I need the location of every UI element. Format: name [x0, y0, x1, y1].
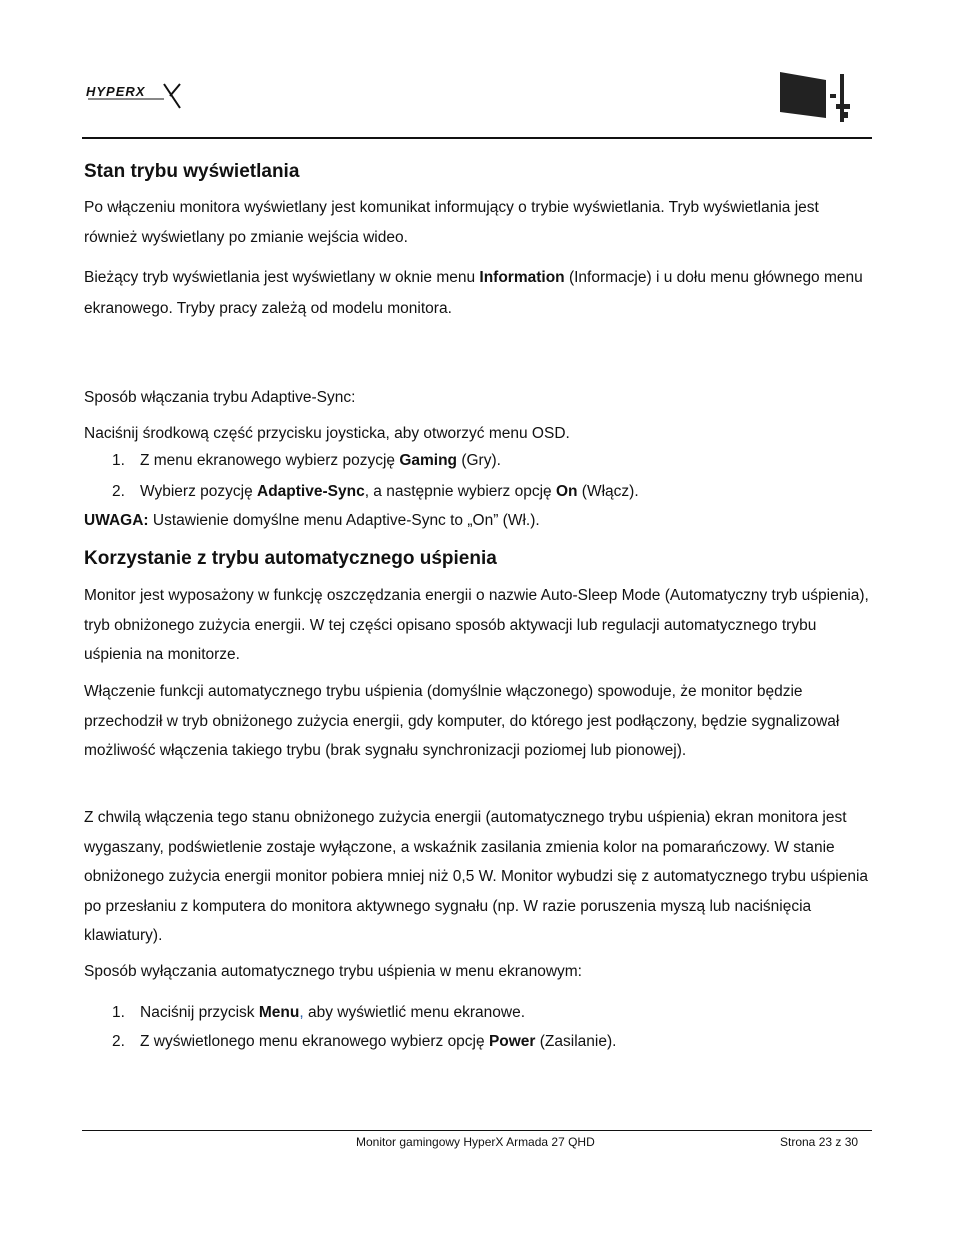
paragraph: Monitor jest wyposażony w funkcję oszczędzania energii o nazwie Auto-Sleep Mode (Automatyczny tryb uśpienia), tryb obniżonego zużycia energii. W tej części opisano sposób aktywacji lub regulacji automatycznego trybu uśpienia na monitorze. — [84, 587, 869, 663]
list-number: 1. — [112, 1004, 125, 1021]
hyperx-logo — [84, 80, 182, 112]
page-number: Strona 23 z 30 — [780, 1135, 859, 1149]
logo-text: HYPERX — [86, 84, 146, 99]
list-number: 1. — [112, 452, 125, 469]
note: UWAGA: Ustawienie domyślne menu Adaptive-Sync to „On” (Wł.). — [84, 512, 540, 529]
monitor-arm-icon — [778, 70, 852, 124]
list-item: Z wyświetlonego menu ekranowego wybierz opcję Power (Zasilanie). — [140, 1033, 617, 1050]
paragraph: Bieżący tryb wyświetlania jest wyświetlany w oknie menu Information (Informacje) i u dołu menu głównego menu ekranowego. Tryby pracy zależą od modelu monitora. — [84, 269, 863, 317]
paragraph: Po włączeniu monitora wyświetlany jest komunikat informujący o trybie wyświetlania. Tryb wyświetlania jest również wyświetlany po zmianie wejścia wideo. — [84, 199, 819, 246]
paragraph: Sposób wyłączania automatycznego trybu uśpienia w menu ekranowym: — [84, 963, 582, 980]
paragraph: Sposób włączania trybu Adaptive-Sync: — [84, 389, 356, 406]
paragraph: Naciśnij środkową część przycisku joysticka, aby otworzyć menu OSD. — [84, 425, 570, 442]
list-item: Z menu ekranowego wybierz pozycję Gaming (Gry). — [140, 452, 501, 469]
list-number: 2. — [112, 483, 125, 500]
footer-title: Monitor gamingowy HyperX Armada 27 QHD — [356, 1135, 595, 1149]
section-heading-auto-sleep: Korzystanie z trybu automatycznego uśpienia — [84, 548, 497, 569]
footer-rule — [82, 1130, 872, 1131]
paragraph: Włączenie funkcji automatycznego trybu uśpienia (domyślnie włączonego) spowoduje, że monitor będzie przechodził w tryb obniżonego zużycia energii, gdy komputer, do którego jest podłączony, będzie sygnalizował możliwość włączenia takiego trybu (brak sygnału synchronizacji poziomej lub pionowej). — [84, 683, 840, 759]
list-item: Naciśnij przycisk Menu, aby wyświetlić menu ekranowe. — [140, 1004, 526, 1021]
list-item: Wybierz pozycję Adaptive-Sync, a następnie wybierz opcję On (Włącz). — [140, 483, 639, 500]
list-number: 2. — [112, 1033, 125, 1050]
header-rule — [82, 137, 872, 139]
paragraph: Z chwilą włączenia tego stanu obniżonego zużycia energii (automatycznego trybu uśpienia) ekran monitora jest wygaszany, podświetlenie zostaje wyłączone, a wskaźnik zasilania zmienia kolor na pomarańczowy. W stanie obniżonego zużycia energii monitor pobiera mniej niż 0,5 W. Monitor wybudzi się z automatycznego trybu uśpienia po przesłaniu z komputera do monitora aktywnego sygnału (np. W razie poruszenia myszą lub naciśnięcia klawiatury). — [84, 809, 869, 944]
section-heading-display-mode: Stan trybu wyświetlania — [84, 161, 300, 182]
